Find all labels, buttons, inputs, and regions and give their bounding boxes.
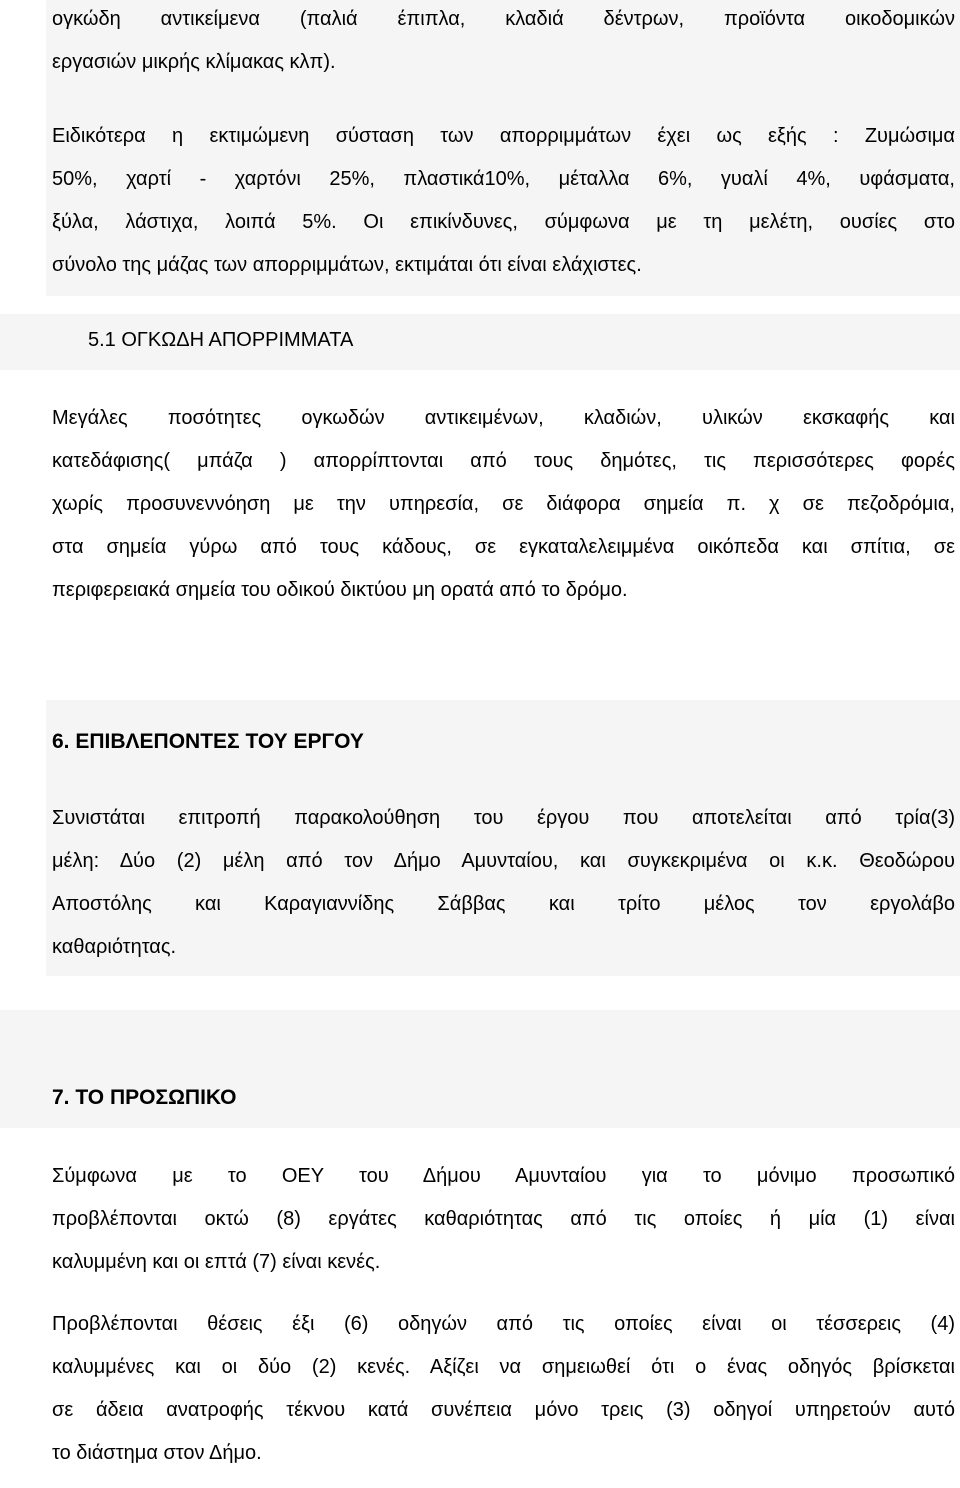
text-line: καλυμμένες και οι δύο (2) κενές. Αξίζει να σημειωθεί ότι ο ένας οδηγός βρίσκεται [52, 1356, 955, 1378]
text-line: Προβλέπονται θέσεις έξι (6) οδηγών από τις οποίες είναι οι τέσσερεις (4) [52, 1313, 955, 1335]
text-line: 50%, χαρτί - χαρτόνι 25%, πλαστικά10%, μέταλλα 6%, γυαλί 4%, υφάσματα, [52, 168, 955, 190]
paragraph-staff-drivers [52, 1303, 955, 1475]
text-line: εργασιών μικρής κλίμακας κλπ). [52, 51, 336, 73]
text-line: ξύλα, λάστιχα, λοιπά 5%. Οι επικίνδυνες, σύμφωνα με τη μελέτη, ουσίες στο [52, 211, 955, 233]
section-6-heading: 6. ΕΠΙΒΛΕΠΟΝΤΕΣ ΤΟΥ ΕΡΓΟΥ [52, 730, 364, 753]
text-line: το διάστημα στον Δήμο. [52, 1442, 262, 1464]
text-line: Σύμφωνα με το ΟΕΥ του Δήμου Αμυνταίου για το μόνιμο προσωπικό [52, 1165, 955, 1187]
text-line: κατεδάφισης( μπάζα ) απορρίπτονται από τους δημότες, τις περισσότερες φορές [52, 450, 955, 472]
text-line: καθαριότητας. [52, 936, 177, 958]
shade-band-section-7 [0, 1010, 960, 1128]
text-line: χωρίς προσυνεννόηση με την υπηρεσία, σε διάφορα σημεία π. χ σε πεζοδρόμια, [52, 493, 955, 515]
text-line: καλυμμένη και οι επτά (7) είναι κενές. [52, 1251, 381, 1273]
paragraph-supervisors [52, 797, 955, 969]
text-line: μέλη: Δύο (2) μέλη από τον Δήμο Αμυνταίου, και συγκεκριμένα οι κ.κ. Θεοδώρου [52, 850, 955, 872]
text-line: Μεγάλες ποσότητες ογκωδών αντικειμένων, κλαδιών, υλικών εκσκαφής και [52, 407, 955, 429]
text-line: σε άδεια ανατροφής τέκνου κατά συνέπεια μόνο τρεις (3) οδηγοί υπηρετούν αυτό [52, 1399, 955, 1421]
text-line: στα σημεία γύρω από τους κάδους, σε εγκαταλελειμμένα οικόπεδα και σπίτια, σε [52, 536, 955, 558]
section-7-heading: 7. ΤΟ ΠΡΟΣΩΠΙΚΟ [52, 1086, 237, 1109]
text-line: ογκώδη αντικείμενα (παλιά έπιπλα, κλαδιά δέντρων, προϊόντα οικοδομικών [52, 8, 955, 30]
text-line: σύνολο της μάζας των απορριμμάτων, εκτιμάται ότι είναι ελάχιστες. [52, 254, 642, 276]
paragraph-bulky-waste [52, 397, 955, 612]
paragraph-bulky-items-continued [52, 0, 955, 84]
section-5-1-heading: 5.1 ΟΓΚΩΔΗ ΑΠΟΡΡΙΜΜΑΤΑ [88, 329, 354, 351]
text-line: περιφερειακά σημεία του οδικού δικτύου μη ορατά από το δρόμο. [52, 579, 628, 601]
paragraph-staff-workers [52, 1155, 955, 1284]
paragraph-waste-composition [52, 115, 955, 287]
text-line: Ειδικότερα η εκτιμώμενη σύσταση των απορριμμάτων έχει ως εξής : Ζυμώσιμα [52, 125, 955, 147]
text-line: Αποστόλης και Καραγιαννίδης Σάββας και τρίτο μέλος τον εργολάβο [52, 893, 955, 915]
text-line: Συνιστάται επιτροπή παρακολούθηση του έργου που αποτελείται από τρία(3) [52, 807, 955, 829]
text-line: προβλέπονται οκτώ (8) εργάτες καθαριότητας από τις οποίες ή μία (1) είναι [52, 1208, 955, 1230]
